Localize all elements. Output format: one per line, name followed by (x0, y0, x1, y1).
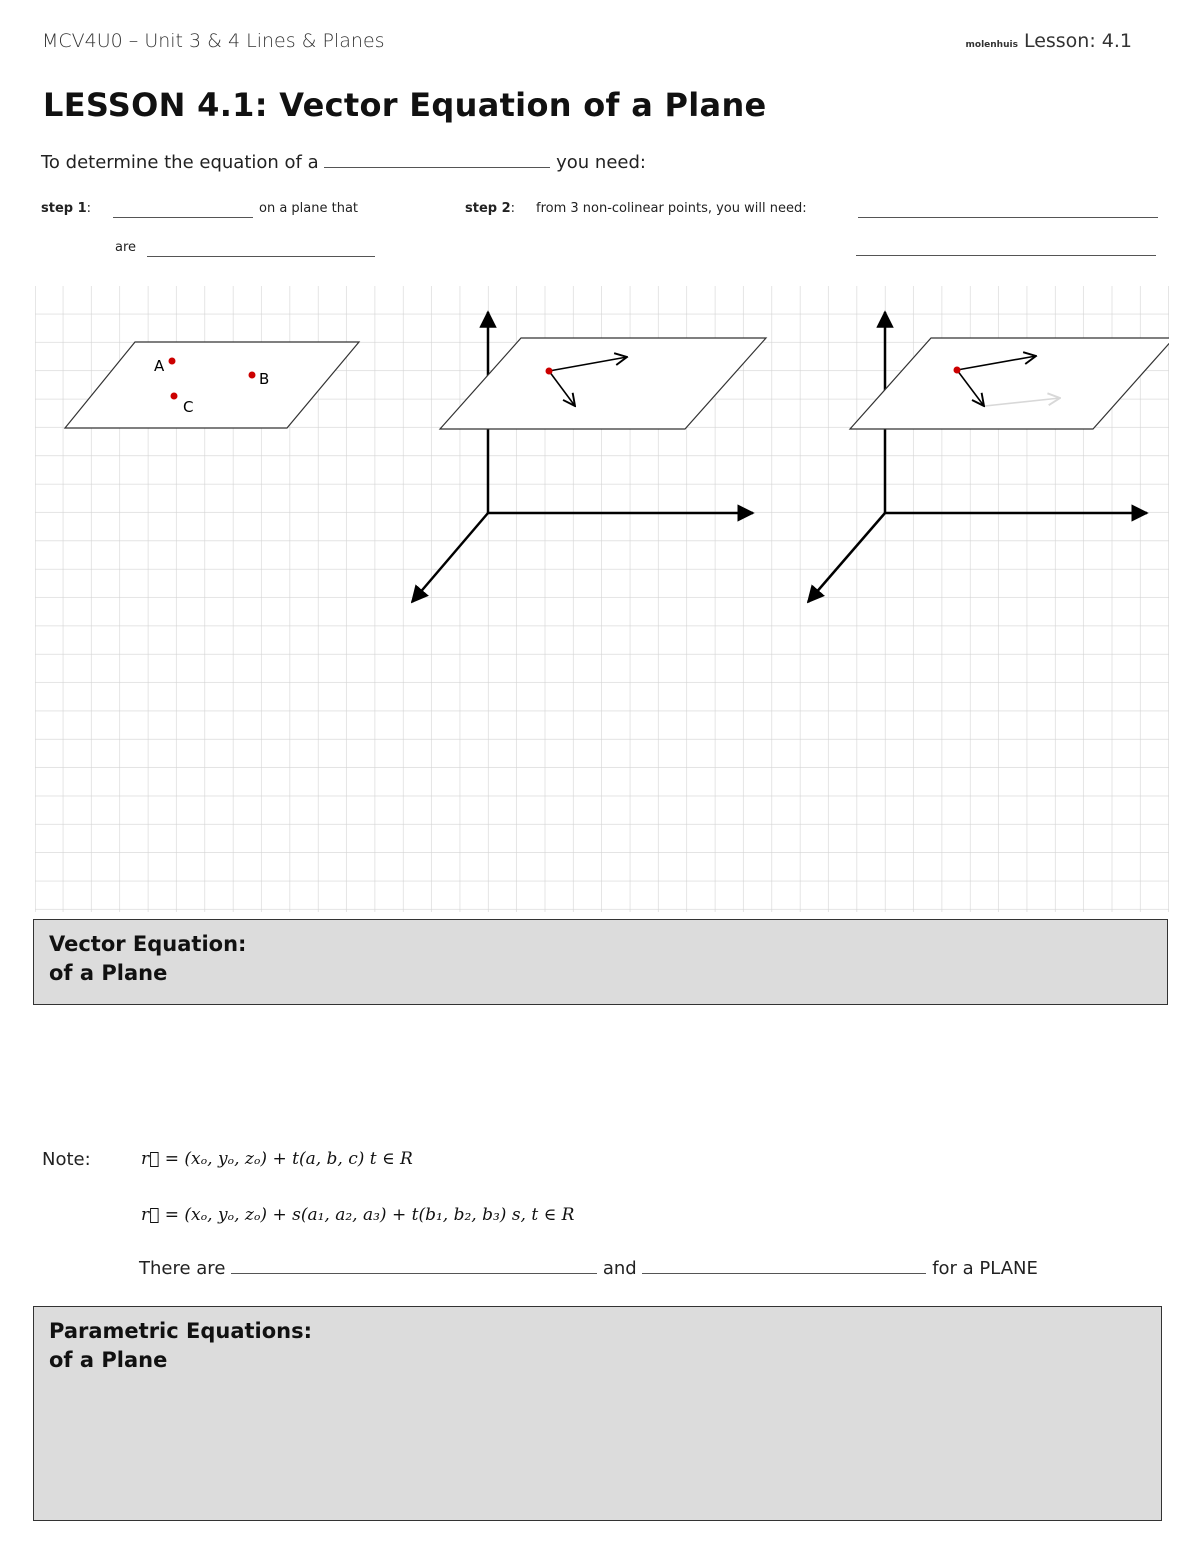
point-on-plane (546, 368, 553, 375)
and-text: and (602, 1258, 637, 1279)
author-name: molenhuis (965, 40, 1018, 50)
point-b (249, 372, 256, 379)
step2-label: step 2 (465, 201, 511, 216)
box-line-2: of a Plane (49, 1348, 168, 1372)
equation-1: r⃗ = (xₒ, yₒ, zₒ) + t(a, b, c) t ∈ R (141, 1149, 413, 1169)
lesson-number: Lesson: 4.1 (1023, 30, 1132, 52)
blank-field[interactable] (147, 242, 375, 257)
page-title: LESSON 4.1: Vector Equation of a Plane (43, 86, 767, 124)
there-are-line (139, 1258, 1038, 1279)
note-label: Note: (42, 1149, 91, 1170)
box-line-2: of a Plane (49, 961, 168, 985)
blank-field[interactable] (324, 153, 550, 168)
blank-field[interactable] (856, 241, 1156, 256)
there-are-text: There are (139, 1258, 226, 1279)
point-on-plane (954, 367, 961, 374)
point-a (169, 358, 176, 365)
box-line-1: Vector Equation: (49, 932, 247, 956)
vector-equation-box (33, 919, 1168, 1005)
box-line-1: Parametric Equations: (49, 1319, 313, 1343)
vector-equation-label (49, 930, 246, 988)
blank-field[interactable] (858, 203, 1158, 218)
parametric-equations-label (49, 1317, 312, 1375)
label-b: B (259, 370, 270, 388)
label-c: C (183, 398, 194, 416)
step1: step 1: (41, 201, 92, 216)
course-header: MCV4U0 – Unit 3 & 4 Lines & Planes (42, 30, 385, 52)
for-plane-text: for a PLANE (932, 1258, 1038, 1279)
point-c (171, 393, 178, 400)
intro-before: To determine the equation of a (41, 152, 319, 173)
step1-are: are (115, 240, 137, 255)
intro-after: you need: (556, 152, 646, 173)
blank-field[interactable] (642, 1259, 926, 1274)
step1-label: step 1 (41, 201, 87, 216)
step1-text: on a plane that (259, 201, 359, 216)
blank-field[interactable] (113, 203, 253, 218)
blank-field[interactable] (231, 1259, 597, 1274)
grid-diagram (35, 286, 1169, 912)
parametric-equations-box (33, 1306, 1162, 1521)
intro-line (41, 152, 646, 173)
label-a: A (154, 357, 165, 375)
step2-text: from 3 non-colinear points, you will need: (536, 201, 807, 216)
step2: step 2: (465, 201, 516, 216)
equation-2: r⃗ = (xₒ, yₒ, zₒ) + s(a₁, a₂, a₃) + t(b₁, b₂, b₃) s, t ∈ R (141, 1205, 575, 1225)
lesson-header (966, 30, 1132, 52)
